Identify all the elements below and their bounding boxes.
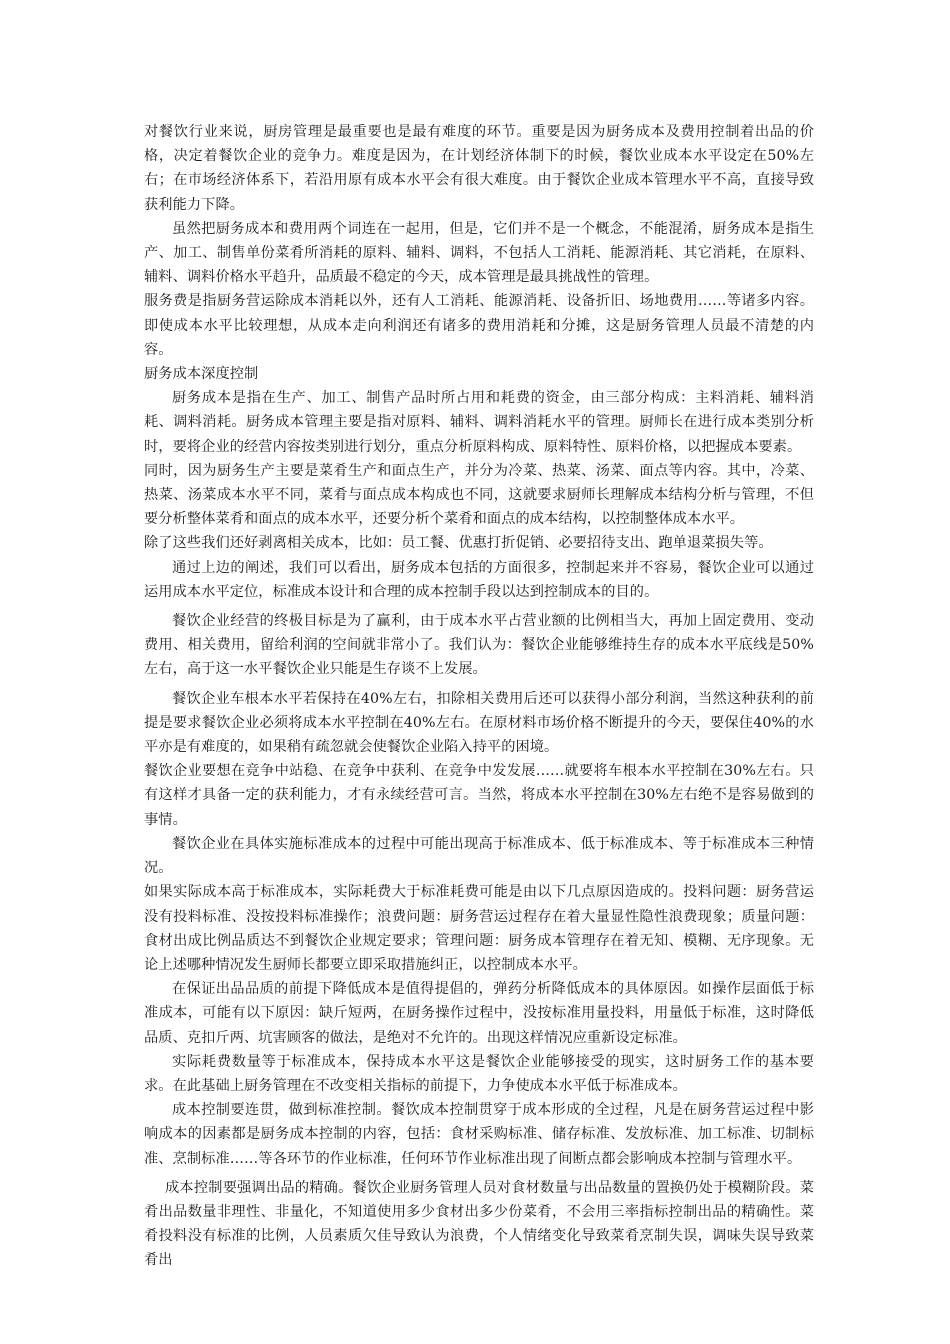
document-body bbox=[144, 120, 814, 1273]
paragraph: 虽然把厨务成本和费用两个词连在一起用，但是，它们并不是一个概念，不能混淆，厨务成本是指生产、加工、制售单份菜肴所消耗的原料、辅料、调料，不包括人工消耗、能源消耗、其它消耗，在原料、辅料、调料价格水平趋升，品质最不稳定的今天，成本管理是最具挑战性的管理。 bbox=[144, 220, 814, 286]
paragraph: 实际耗费数量等于标准成本，保持成本水平这是餐饮企业能够接受的现实，这时厨务工作的基本要求。在此基础上厨务管理在不改变相关指标的前提下，力争使成本水平低于标准成本。 bbox=[144, 1053, 814, 1094]
paragraph: 餐饮企业经营的终极目标是为了赢利，由于成本水平占营业额的比例相当大，再加上固定费用、变动费用、相关费用，留给利润的空间就非常小了。我们认为：餐饮企业能够维持生存的成本水平底线是50%左右，高于这一水平餐饮企业只能是生存谈不上发展。 bbox=[144, 613, 814, 678]
paragraph: 餐饮企业在具体实施标准成本的过程中可能出现高于标准成本、低于标准成本、等于标准成本三种情况。 bbox=[144, 835, 814, 877]
paragraph: 通过上边的阐述，我们可以看出，厨务成本包括的方面很多，控制起来并不容易，餐饮企业可以通过运用成本水平定位，标准成本设计和合理的成本控制手段以达到控制成本的目的。 bbox=[144, 559, 814, 600]
paragraph: 除了这些我们还好剥离相关成本，比如：员工餐、优惠打折促销、必要招待支出、跑单退菜损失等。 bbox=[144, 535, 773, 552]
paragraph: 对餐饮行业来说，厨房管理是最重要也是最有难度的环节。重要是因为厨务成本及费用控制着出品的价格，决定着餐饮企业的竞争力。难度是因为，在计划经济体制下的时候，餐饮业成本水平设定在50%左右；在市场经济体系下，若沿用原有成本水平会有很大难度。由于餐饮企业成本管理水平不高，直接导致获利能力下降。 bbox=[144, 124, 814, 213]
paragraph: 服务费是指厨务营运除成本消耗以外，还有人工消耗、能源消耗、设备折旧、场地费用……等诸多内容。即使成本水平比较理想，从成本走向利润还有诸多的费用消耗和分摊，这是厨务管理人员最不清楚的内容。 bbox=[144, 293, 814, 358]
paragraph: 在保证出品品质的前提下降低成本是值得提倡的，弹药分析降低成本的具体原因。如操作层面低于标准成本，可能有以下原因：缺斤短两，在厨务操作过程中，没按标准用量投料，用量低于标准，这时降低品质、克扣斤两、坑害顾客的做法，是绝对不允许的。出现这样情况应重新设定标准。 bbox=[144, 981, 814, 1046]
section-heading: 厨务成本深度控制 bbox=[144, 366, 259, 383]
paragraph: 成本控制要连贯，做到标准控制。餐饮成本控制贯穿于成本形成的全过程，凡是在厨务营运过程中影响成本的因素都是厨务成本控制的内容，包括：食材采购标准、储存标准、发放标准、加工标准、切制标准、烹制标准……等各环节的作业标准，任何环节作业标准出现了间断点都会影响成本控制与管理水平。 bbox=[144, 1102, 814, 1167]
paragraph: 厨务成本是指在生产、加工、制售产品时所占用和耗费的资金，由三部分构成：主料消耗、辅料消耗、调料消耗。厨务成本管理主要是指对原料、辅料、调料消耗水平的管理。厨师长在进行成本类别分析时，要将企业的经营内容按类别进行划分，重点分析原料构成、原料特性、原料价格，以把握成本要素。 bbox=[144, 390, 814, 455]
paragraph: 餐饮企业要想在竞争中站稳、在竞争中获利、在竞争中发发展……就要将车根本水平控制在30%左右。只有这样才具备一定的获利能力，才有永续经营可言。当然，将成本水平控制在30%左右绝不是容易做到的事情。 bbox=[144, 763, 814, 828]
paragraph: 如果实际成本高于标准成本，实际耗费大于标准耗费可能是由以下几点原因造成的。投料问题：厨务营运没有投料标准、没按投料标准操作；浪费问题：厨务营运过程存在着大量显性隐性浪费现象；质量问题：食材出成比例品质达不到餐饮企业规定要求；管理问题：厨务成本管理存在着无知、模糊、无序现象。无论上述哪种情况发生厨师长都要立即采取措施纠正，以控制成本水平。 bbox=[144, 884, 814, 973]
paragraph: 餐饮企业车根本水平若保持在40%左右，扣除相关费用后还可以获得小部分利润，当然这种获利的前提是要求餐饮企业必须将成本水平控制在40%左右。在原材料市场价格不断提升的今天，要保住40%的水平亦是有难度的，如果稍有疏忽就会使餐饮企业陷入持平的困境。 bbox=[144, 690, 814, 756]
paragraph: 同时，因为厨务生产主要是菜肴生产和面点生产，并分为冷菜、热菜、汤菜、面点等内容。其中，冷菜、热菜、汤菜成本水平不同，菜肴与面点成本构成也不同，这就要求厨师长理解成本结构分析与管理，不但要分析整体菜肴和面点的成本水平，还要分析个菜肴和面点的成本结构，以控制整体成本水平。 bbox=[144, 462, 814, 528]
paragraph: 成本控制要强调出品的精确。餐饮企业厨务管理人员对食材数量与出品数量的置换仍处于模糊阶段。菜肴出品数量非理性、非量化，不知道使用多少食材出多少份菜肴，不会用三率指标控制出品的精确性。菜肴投料没有标准的比例，人员素质欠佳导致认为浪费，个人情绪变化导致菜肴烹制失误，调味失误导致菜肴出 bbox=[144, 1179, 814, 1269]
